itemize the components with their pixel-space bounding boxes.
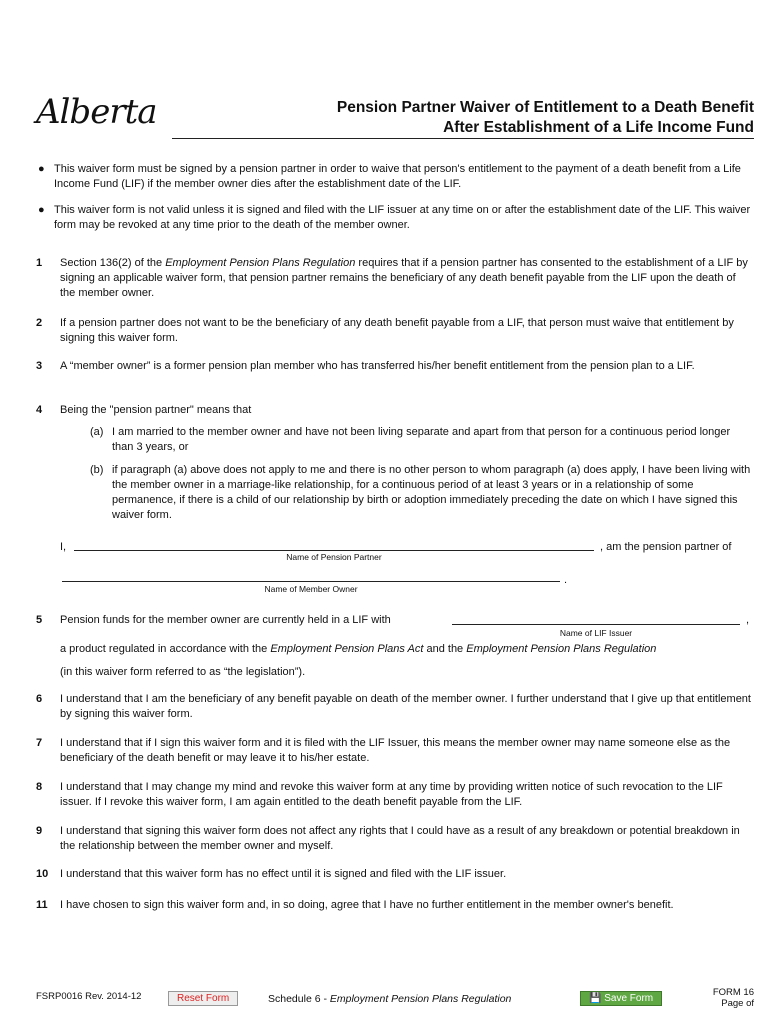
form-title	[337, 98, 754, 138]
member-owner-caption: Name of Member Owner	[264, 584, 358, 594]
form-number: FORM 16 Page of	[712, 987, 754, 1009]
page-number: Page of	[721, 998, 754, 1009]
bullet-dot-icon: ●	[38, 204, 45, 216]
numbered-item-8: 8 I understand that I may change my mind and revoke this waiver form at any time by providing written notice of such revocation to the LIF issuer. If I revoke this waiver form, I am again entitled to the death benefit payable from the LIF.	[36, 781, 723, 808]
issuer-suffix: ,	[746, 614, 750, 626]
title-line-1: Pension Partner Waiver of Entitlement to a Death Benefit	[336, 99, 754, 116]
numbered-item-5: 5 Pension funds for the member owner are currently held in a LIF with	[36, 614, 391, 626]
numbered-item-1: 1 Section 136(2) of the Employment Pension Plans Regulation requires that if a pension partner has consented to the establishment of a LIF by signing an applicable waiver form, that pension partner remains the beneficiary of any death benefit payable from the LIF upon the death of the member owner.	[36, 257, 748, 299]
alberta-logo: Alberta	[36, 92, 157, 132]
bullet-dot-icon: ●	[38, 163, 45, 175]
lif-issuer-name-field[interactable]	[452, 624, 740, 625]
numbered-item-10: 10 I understand that this waiver form has no effect until it is signed and filed with the LIF issuer.	[36, 868, 507, 880]
item-5-legislation: (in this waiver form referred to as “the legislation”).	[60, 666, 306, 678]
save-form-button[interactable]: 💾 Save Form	[580, 991, 662, 1006]
owner-suffix: .	[564, 574, 568, 586]
bullet-item: ● This waiver form must be signed by a pension partner in order to waive that person's entitlement to the payment of a death benefit from a Life Income Fund (LIF) if the member owner dies after the establishment date of the LIF.	[38, 163, 741, 190]
save-icon: 💾	[589, 993, 602, 1004]
numbered-item-2: 2 If a pension partner does not want to be the beneficiary of any death benefit payable from a LIF, that person must waive that entitlement by signing this waiver form.	[36, 317, 734, 344]
partner-suffix: , am the pension partner of	[600, 541, 732, 553]
pension-partner-name-field[interactable]	[74, 550, 594, 551]
numbered-item-3: 3 A “member owner” is a former pension plan member who has transferred his/her benefit entitlement from the pension plan to a LIF.	[36, 360, 695, 372]
lif-issuer-caption: Name of LIF Issuer	[559, 628, 633, 638]
item-5-regulated: a product regulated in accordance with the Employment Pension Plans Act and the Employment Pension Plans Regulation	[60, 643, 657, 655]
pension-partner-caption: Name of Pension Partner	[286, 552, 382, 562]
reset-form-button[interactable]: Reset Form	[168, 991, 238, 1006]
i-prefix: I,	[60, 541, 67, 553]
bullet-item: ● This waiver form is not valid unless it is signed and filed with the LIF issuer at any time on or after the establishment date of the LIF. This waiver form may be revoked at any time prior to the death of the member owner.	[38, 204, 751, 231]
sub-item-a: (a) I am married to the member owner and have not been living separate and apart from that person for a continuous period longer than 3 years, or	[90, 426, 731, 453]
sub-item-b: (b) if paragraph (a) above does not apply to me and there is no other person to whom paragraph (a) does apply, I have been living with the member owner in a marriage-like relationship, for a continuous period of at least 3 years or in a relationship of some permanence, if there is a child of our relationship by birth or adoption immediately preceding the date on which I have signed this waiver form.	[90, 464, 751, 521]
title-line-2: After Establishment of a Life Income Fund	[443, 119, 754, 136]
numbered-item-7: 7 I understand that if I sign this waiver form and it is filed with the LIF Issuer, this means the member owner may name someone else as the beneficiary of the death benefit or may leave it to his/her estate.	[36, 737, 731, 764]
form-code: FSRP0016 Rev. 2014-12	[36, 991, 142, 1002]
header-divider	[172, 138, 754, 139]
numbered-item-6: 6 I understand that I am the beneficiary of any benefit payable on death of the member owner. I further understand that I give up that entitlement by signing this waiver form.	[36, 693, 751, 720]
numbered-item-4: 4 Being the "pension partner" means that	[36, 404, 252, 416]
member-owner-name-field[interactable]	[62, 581, 560, 582]
numbered-item-11: 11 I have chosen to sign this waiver form and, in so doing, agree that I have no further entitlement in the member owner's benefit.	[36, 899, 674, 911]
schedule-label: Schedule 6 - Employment Pension Plans Regulation	[268, 993, 512, 1005]
numbered-item-9: 9 I understand that signing this waiver form does not affect any rights that I could have as a result of any breakdown or potential breakdown in the relationship between the member owner and myself.	[36, 825, 740, 852]
